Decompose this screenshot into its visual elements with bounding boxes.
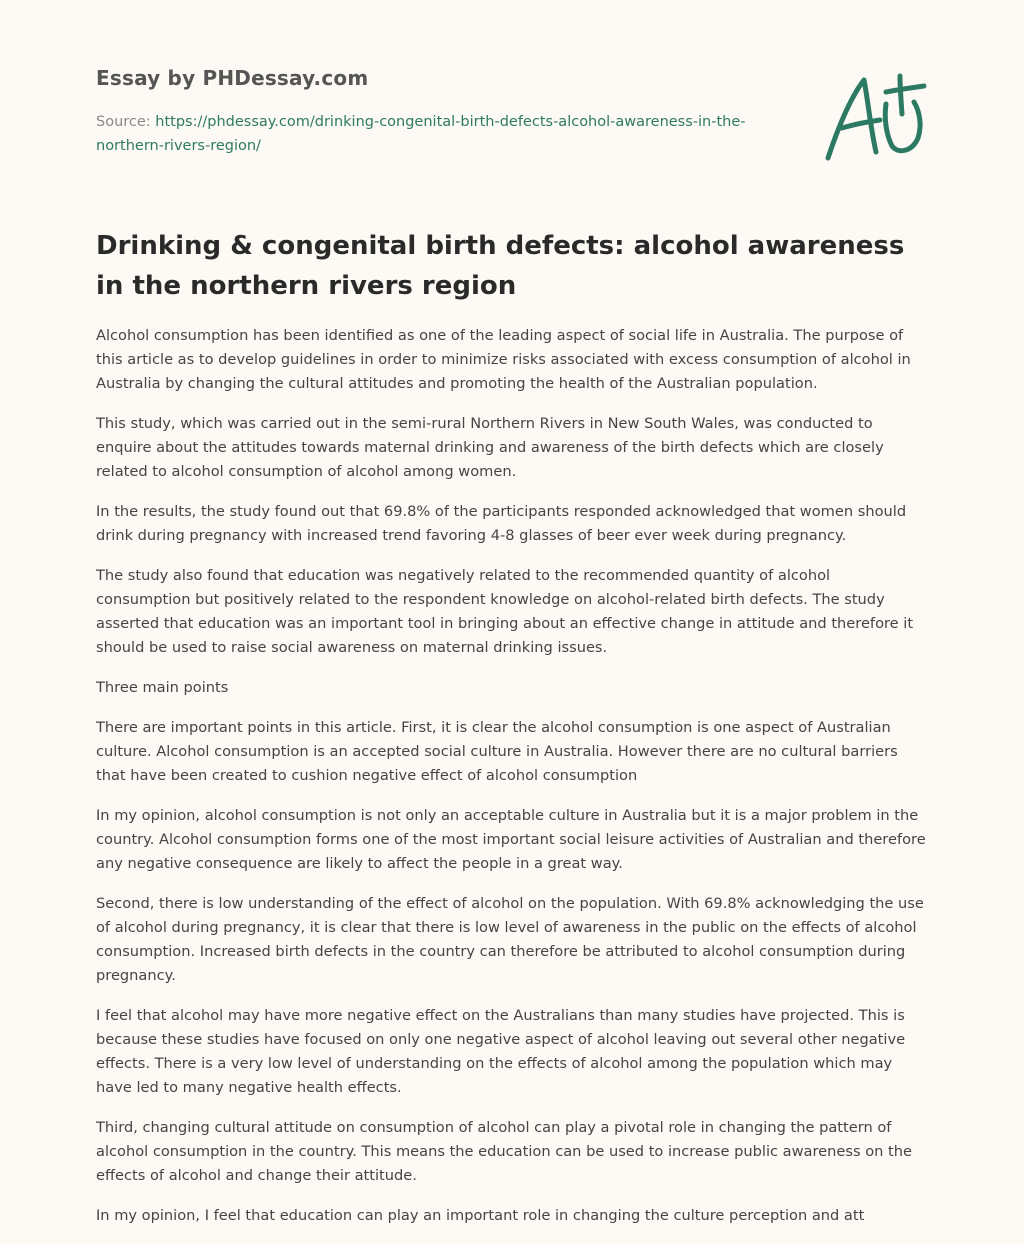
essay-paragraph: There are important points in this article. First, it is clear the alcohol consumption is one aspect of Australian culture. Alcohol consumption is an accepted social culture in Australia. However there are no cultural barriers that have been created to cushion negative effect of alcohol consumption: [96, 719, 898, 784]
essay-paragraph: This study, which was carried out in the semi-rural Northern Rivers in New South Wales, was conducted to enquire about the attitudes towards maternal drinking and awareness of the birth defects which are closely related to alcohol consumption of alcohol among women.: [96, 415, 884, 480]
essay-body: [96, 324, 928, 1244]
essay-paragraph: Alcohol consumption has been identified as one of the leading aspect of social life in Australia. The purpose of this article as to develop guidelines in order to minimize risks associated with excess consumption of alcohol in Australia by changing the cultural attitudes and promoting the health of the Australian population.: [96, 327, 911, 392]
essay-paragraph: In my opinion, I feel that education can play an important role in changing the culture perception and att: [96, 1207, 865, 1224]
essay-title: Drinking & congenital birth defects: alcohol awareness in the northern rivers region: [96, 231, 905, 301]
source-label: Source:: [96, 114, 151, 130]
essay-subheading: Three main points: [96, 679, 229, 696]
essay-paragraph: I feel that alcohol may have more negative effect on the Australians than many studies have projected. This is because these studies have focused on only one negative aspect of alcohol leaving out several other negative effects. There is a very low level of understanding on the effects of alcohol among the population which may have led to many negative health effects.: [96, 1007, 906, 1096]
site-title: Essay by PHDessay.com: [96, 66, 369, 90]
essay-paragraph: In my opinion, alcohol consumption is not only an acceptable culture in Australia but it is a major problem in the country. Alcohol consumption forms one of the most important social leisure activities of Australian and therefore any negative consequence are likely to affect the people in a great way.: [96, 807, 926, 872]
essay-paragraph: In the results, the study found out that 69.8% of the participants responded acknowledged that women should drink during pregnancy with increased trend favoring 4-8 glasses of beer ever week during pregnancy.: [96, 503, 907, 544]
a-plus-logo-icon: [820, 70, 930, 165]
essay-paragraph: The study also found that education was negatively related to the recommended quantity of alcohol consumption but positively related to the respondent knowledge on alcohol-related birth defects. The study asserted that education was an important tool in bringing about an effective change in attitude and therefore it should be used to raise social awareness on maternal drinking issues.: [96, 567, 914, 656]
source-line: [96, 110, 756, 158]
source-link[interactable]: https://phdessay.com/drinking-congenital-birth-defects-alcohol-awareness-in-the-northern-rivers-region/: [96, 114, 746, 154]
essay-paragraph: Second, there is low understanding of the effect of alcohol on the population. With 69.8% acknowledging the use of alcohol during pregnancy, it is clear that there is low level of awareness in the public on the effects of alcohol consumption. Increased birth defects in the country can therefore be attributed to alcohol consumption during pregnancy.: [96, 895, 924, 984]
essay-paragraph: Third, changing cultural attitude on consumption of alcohol can play a pivotal role in changing the pattern of alcohol consumption in the country. This means the education can be used to increase public awareness on the effects of alcohol and change their attitude.: [96, 1119, 912, 1184]
